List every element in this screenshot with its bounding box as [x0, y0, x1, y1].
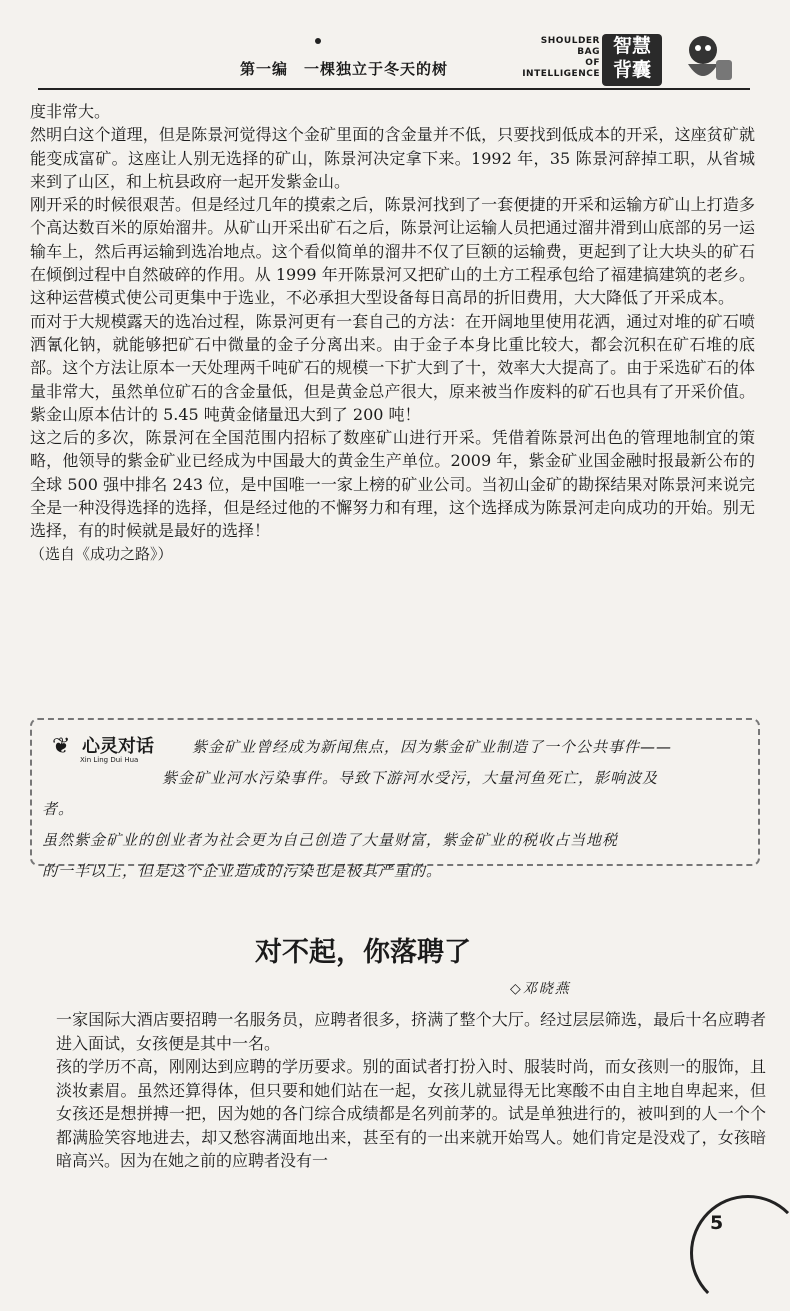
dialog-line: 虽然紫金矿业的创业者为社会更为自己创造了大量财富，紫金矿业的税收占当地税 — [42, 831, 619, 849]
main-body — [30, 100, 755, 566]
mascot-icon — [668, 30, 738, 88]
brand-cn-line: 智慧 — [612, 35, 651, 57]
page-corner-arc — [690, 1195, 790, 1311]
heart-icon: ❦ — [52, 734, 71, 759]
brand-english — [510, 36, 600, 80]
dialog-line: 者。 — [42, 800, 75, 818]
paragraph: 刚开采的时候很艰苦。但是经过几年的摸索之后，陈景河找到了一套便捷的开采和运输方矿山上打造多个高达数百米的原始溜井。从矿山开采出矿石之后，陈景河让运输人员把通过溜井滑到山底部的另一运输车上，然后再运输到选冶地点。这个看似简单的溜井不仅了巨额的运输费，更起到了让大块头的矿石在倾倒过程中自然破碎的作用。从 1999 年开陈景河又把矿山的土方工程承包给了福建搞建筑的老乡。这种运营模式使公司更集中于选业，不必承担大型设备每日高昂的折旧费用，大大降低了开采成本。 — [30, 195, 755, 308]
article-body — [56, 1008, 766, 1173]
paragraph: 而对于大规模露天的选冶过程，陈景河更有一套自己的方法：在开阔地里使用花洒，通过对堆的矿石喷洒氰化钠，就能够把矿石中微量的金子分离出来。由于金子本身比重比较大，都会沉积在矿石堆的底部。这个方法让原本一天处理两千吨矿石的规模一下扩大到了十，效率大大提高了。由于采选矿石的体量非常大，虽然单位矿石的含金量低，但是黄金总产很大，原来被当作废料的矿石也具有了开采价值。紫金山原本估计的 5.45 吨黄金储量迅大到了 200 吨！ — [30, 311, 755, 424]
article-title: 对不起，你落聘了 — [255, 937, 471, 968]
brand-en-line: BAG — [577, 47, 600, 57]
brand-logo — [602, 34, 662, 86]
header-rule — [38, 88, 750, 90]
source-citation: （选自《成功之路》） — [30, 544, 173, 563]
dialog-line: 紫金矿业曾经成为新闻焦点，因为紫金矿业制造了一个公共事件—— — [192, 738, 673, 756]
header-dot — [315, 38, 321, 44]
paragraph: 度非常大。 — [30, 102, 111, 121]
brand-en-line: SHOULDER — [540, 36, 600, 46]
paragraph: 这之后的多次，陈景河在全国范围内招标了数座矿山进行开采。凭借着陈景河出色的管理地制宜的策略，他领导的紫金矿业已经成为中国最大的黄金生产单位。2009 年，紫金矿业国金融时报最新公布的全球 500 强中排名 243 位，是中国唯一一家上榜的矿业公司。当初山金矿的勘探结果对陈景河来说完全是一种没得选择的选择，但是经过他的不懈努力和有理，这个选择成为陈景河走向成功的开始。别无选择，有的时候就是最好的选择！ — [30, 428, 755, 541]
brand-cn-line: 背囊 — [612, 59, 651, 81]
heart-dialog-box — [30, 718, 760, 880]
dialog-label-text: 心灵对话 — [82, 736, 154, 757]
section-title: 第一编 一棵独立于冬天的树 — [240, 60, 449, 78]
dialog-label-pinyin: Xin Ling Dui Hua — [80, 756, 139, 764]
page-number: 5 — [710, 1212, 724, 1234]
paragraph: 一家国际大酒店要招聘一名服务员，应聘者很多，挤满了整个大厅。经过层层筛选，最后十名应聘者进入面试，女孩便是其中一名。 — [56, 1010, 766, 1053]
page-header — [0, 30, 790, 92]
paragraph: 然明白这个道理，但是陈景河觉得这个金矿里面的含金量并不低，只要找到低成本的开采，这座贫矿就能变成富矿。这座让人别无选择的矿山，陈景河决定拿下来。1992 年，35 陈景河辞掉工职，从省城来到了山区，和上杭县政府一起开发紫金山。 — [30, 125, 755, 191]
brand-en-line: OF INTELLIGENCE — [522, 58, 600, 79]
dialog-line: 紫金矿业河水污染事件。导致下游河水受污，大量河鱼死亡，影响波及 — [162, 769, 659, 787]
dialog-text — [42, 732, 747, 887]
paragraph: 孩的学历不高，刚刚达到应聘的学历要求。别的面试者打扮入时、服装时尚，而女孩则一的服饰，且淡妆素眉。虽然还算得体，但只要和她们站在一起，女孩儿就显得无比寒酸不由自主地自卑起来，但女孩还是想拼搏一把，因为她的各门综合成绩都是名列前茅的。试是单独进行的，被叫到的人一个个都满脸笑容地进去，却又愁容满面地出来，甚至有的一出来就开始骂人。她们肯定是没戏了，女孩暗暗高兴。因为在她之前的应聘者没有一 — [56, 1057, 766, 1170]
dialog-line: 的一半以上，但是这个企业造成的污染也是极其严重的。 — [42, 862, 443, 880]
article-author: ◇邓晓燕 — [510, 981, 571, 997]
